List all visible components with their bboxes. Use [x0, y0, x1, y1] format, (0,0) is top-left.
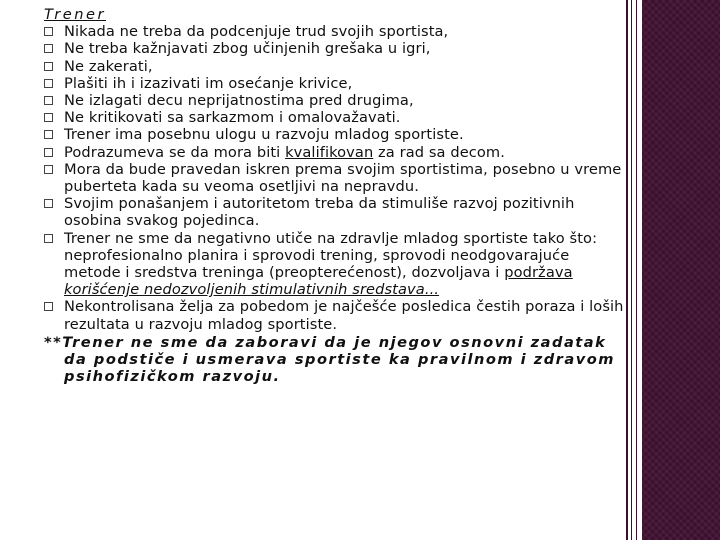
list-item-text: Ne kritikovati sa sarkazmom i omalovažavati. [64, 109, 401, 127]
list-item [44, 109, 624, 126]
underlined-italic-term: korišćenje nedozvoljenih stimulativnih sredstava... [64, 281, 440, 299]
checkbox-bullet-icon [44, 27, 53, 36]
list-item [44, 161, 624, 195]
checkbox-bullet-icon [44, 62, 53, 71]
closing-statement: **Trener ne sme da zaboravi da je njegov osnovni zadatak da podstiče i usmerava sportiste ka pravilnom i zdravom psihofizičkom razvoju. [44, 333, 615, 386]
list-item-text: Svojim ponašanjem i autoritetom treba da stimuliše razvoj pozitivnih osobina svakog pojedinca. [64, 195, 575, 230]
list-item [44, 75, 624, 92]
list-item-text: Mora da bude pravedan iskren prema svojim sportistima, posebno u vreme puberteta kada su veoma osetljivi na nepravdu. [64, 160, 622, 196]
checkbox-bullet-icon [44, 113, 53, 122]
list-item [44, 40, 624, 57]
list-item-text: Nekontrolisana želja za pobedom je najčešće posledica čestih poraza i loših rezultata u razvoju mladog sportiste. [64, 298, 624, 333]
list-item [44, 23, 624, 40]
checkbox-bullet-icon [44, 199, 53, 208]
list-item-text: Ne izlagati decu neprijatnostima pred drugima, [64, 92, 414, 110]
checkbox-bullet-icon [44, 302, 53, 311]
checkbox-bullet-icon [44, 165, 53, 174]
checkbox-bullet-icon [44, 148, 53, 157]
checkbox-bullet-icon [44, 130, 53, 139]
list-item-text: Plašiti ih i izazivati im osećanje krivice, [64, 74, 353, 92]
list-item-text: Podrazumeva se da mora biti [64, 143, 286, 161]
list-item [44, 230, 624, 299]
list-item [44, 195, 624, 229]
list-item [44, 58, 624, 75]
list-item-text: za rad sa decom. [373, 143, 505, 161]
list-item-text: Nikada ne treba da podcenjuje trud svojih sportista, [64, 23, 449, 41]
list-item-text: Trener ne sme da negativno utiče na zdravlje mladog sportiste tako što: neprofesionalno planira i sprovodi trening, sprovodi neodgovarajuće metode i sredstva treninga (preopterećenost), dozvoljava i [64, 229, 598, 282]
divider-line [626, 0, 628, 540]
list-item [44, 92, 624, 109]
list-item-text: Ne zakerati, [64, 57, 153, 75]
decorative-side-panel [642, 0, 720, 540]
list-item [44, 298, 624, 332]
checkbox-bullet-icon [44, 79, 53, 88]
divider-line [631, 0, 632, 540]
list-item-text: Trener ima posebnu ulogu u razvoju mladog sportiste. [64, 126, 464, 144]
underlined-term: podržava [504, 264, 573, 282]
slide-content [44, 6, 624, 385]
checkbox-bullet-icon [44, 234, 53, 243]
list-item-text: Ne treba kažnjavati zbog učinjenih grešaka u igri, [64, 40, 431, 58]
list-item [44, 126, 624, 143]
underlined-term: kvalifikovan [285, 143, 374, 161]
divider-line [636, 0, 637, 540]
checkbox-bullet-icon [44, 44, 53, 53]
slide-heading: Trener [44, 6, 106, 23]
list-item [44, 144, 624, 161]
checkbox-bullet-icon [44, 96, 53, 105]
